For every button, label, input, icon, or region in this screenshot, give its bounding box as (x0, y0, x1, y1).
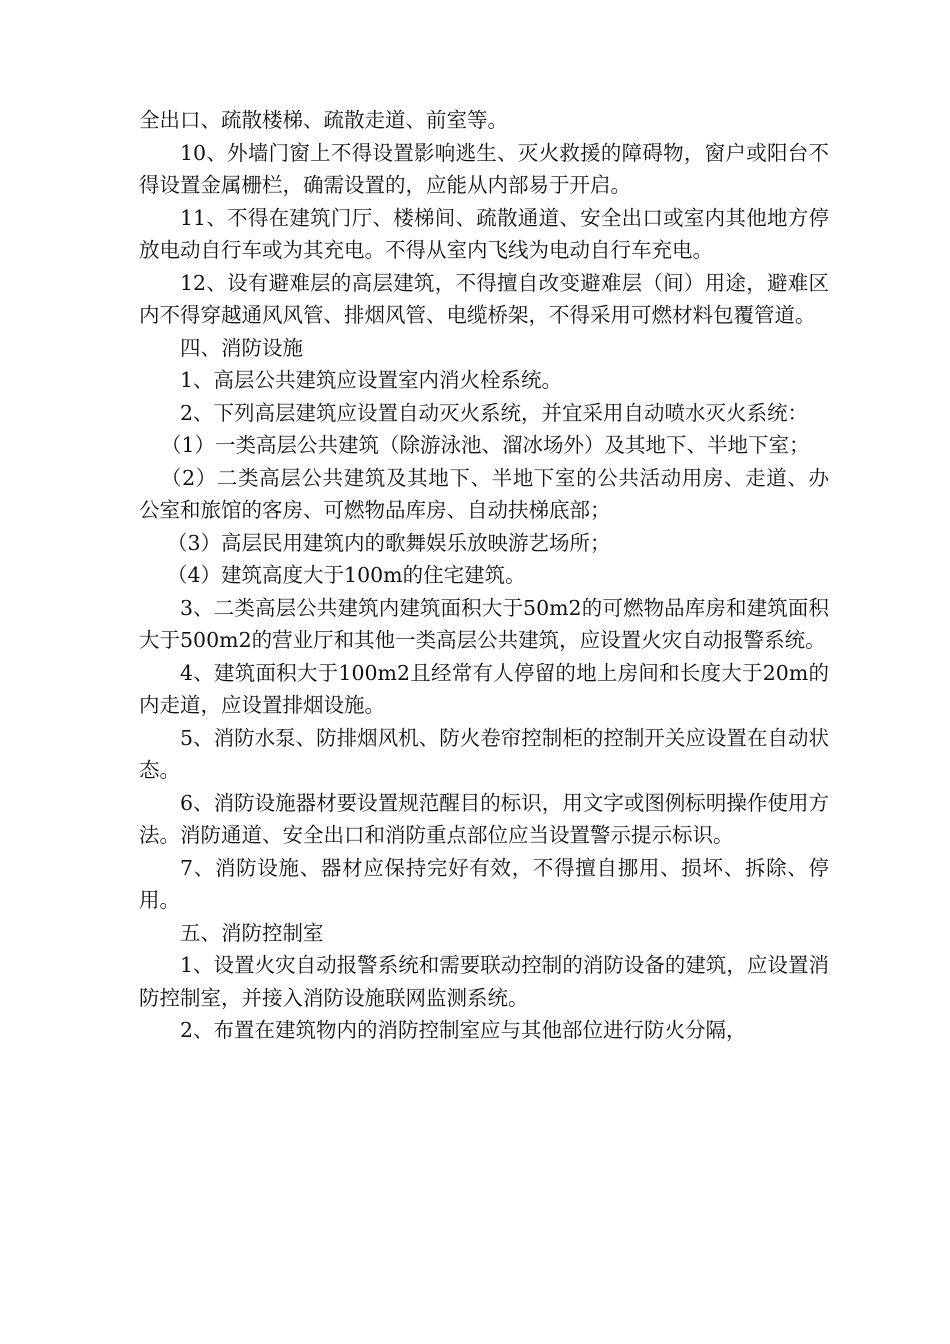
paragraph-subitem-1: （1）一类高层公共建筑（除游泳池、溜冰场外）及其地下、半地下室； (161, 433, 810, 457)
paragraph-subitem-3: （3）高层民用建筑内的歌舞娱乐放映游艺场所； (167, 530, 611, 555)
section-heading-control-room: 五、消防控制室 (180, 920, 324, 945)
paragraph-facility-3: 3、二类高层公共建筑内建筑面积大于50m2的可燃物品库房和建筑面积大于500m2的营业厅和其他一类高层公共建筑，应设置火灾自动报警系统。 (139, 595, 829, 652)
paragraph-1: 全出口、疏散楼梯、疏散走道、前室等。 (139, 108, 508, 132)
paragraph-facility-7: 7、消防设施、器材应保持完好有效，不得擅自挪用、损坏、拆除、停用。 (139, 855, 829, 912)
paragraph-control-1: 1、设置火灾自动报警系统和需要联动控制的消防设备的建筑，应设置消防控制室，并接入消防设施联网监测系统。 (139, 953, 829, 1010)
paragraph-facility-5: 5、消防水泵、防排烟风机、防火卷帘控制柜的控制开关应设置在自动状态。 (139, 725, 829, 782)
section-heading-fire-facilities: 四、消防设施 (180, 335, 303, 360)
paragraph-subitem-2: （2）二类高层公共建筑及其地下、半地下室的公共活动用房、走道、办公室和旅馆的客房、可燃物品库房、自动扶梯底部； (139, 465, 829, 522)
document-body (139, 104, 829, 1047)
paragraph-facility-1: 1、高层公共建筑应设置室内消火栓系统。 (180, 368, 563, 392)
paragraph-control-2: 2、布置在建筑物内的消防控制室应与其他部位进行防火分隔， (180, 1018, 747, 1042)
paragraph-facility-2: 2、下列高层建筑应设置自动灭火系统，并宜采用自动喷水灭火系统： (180, 400, 809, 425)
paragraph-subitem-4: （4）建筑高度大于100m的住宅建筑。 (167, 563, 526, 587)
paragraph-item-10: 10、外墙门窗上不得设置影响逃生、灭火救援的障碍物，窗户或阳台不得设置金属栅栏，确需设置的，应能从内部易于开启。 (139, 140, 829, 197)
paragraph-facility-4: 4、建筑面积大于100m2且经常有人停留的地上房间和长度大于20m的内走道，应设置排烟设施。 (139, 660, 829, 717)
paragraph-item-11: 11、不得在建筑门厅、楼梯间、疏散通道、安全出口或室内其他地方停放电动自行车或为其充电。不得从室内飞线为电动自行车充电。 (139, 205, 829, 262)
paragraph-item-12: 12、设有避难层的高层建筑，不得擅自改变避难层（间）用途，避难区内不得穿越通风风管、排烟风管、电缆桥架，不得采用可燃材料包覆管道。 (139, 270, 829, 327)
paragraph-facility-6: 6、消防设施器材要设置规范醒目的标识，用文字或图例标明操作使用方法。消防通道、安全出口和消防重点部位应当设置警示提示标识。 (139, 790, 829, 847)
